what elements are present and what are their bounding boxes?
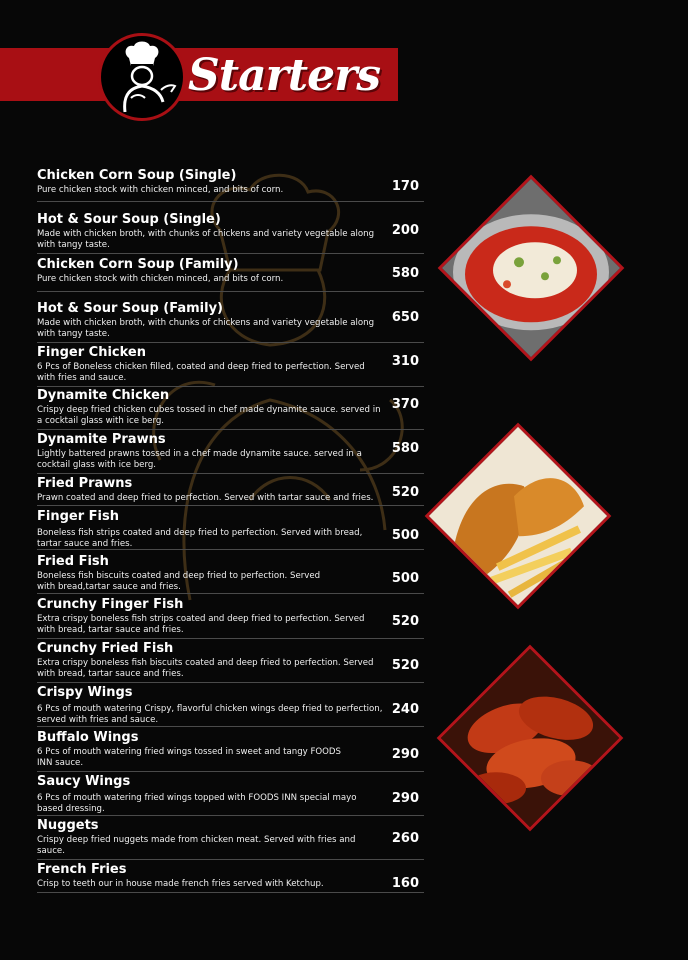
menu-item — [37, 730, 424, 772]
item-description: Pure chicken stock with chicken minced, and bits of corn. — [37, 185, 284, 195]
item-name: Fried Fish — [37, 554, 109, 569]
item-description: Crispy deep fried chicken cubes tossed in chef made dynamite sauce. served in a cocktail glass with ice berg. — [37, 405, 381, 426]
chef-logo-icon — [98, 33, 186, 121]
item-description: Extra crispy boneless fish biscuits coated and deep fried to perfection. Served with bread, tartar sauce and fries. — [37, 658, 374, 679]
item-name: Nuggets — [37, 818, 99, 833]
item-description: Made with chicken broth, with chunks of chickens and variety vegetable along with tangy taste. — [37, 318, 375, 339]
chicken-wings-photo — [437, 645, 624, 832]
menu-item — [37, 257, 424, 292]
item-name: Finger Chicken — [37, 345, 146, 360]
item-name: Crispy Wings — [37, 685, 133, 700]
item-name: Dynamite Prawns — [37, 432, 166, 447]
item-price: 650 — [391, 310, 419, 325]
item-description: 6 Pcs of mouth watering Crispy, flavorful chicken wings deep fried to perfection, served with fries and sauce. — [37, 704, 383, 725]
item-price: 500 — [391, 571, 419, 586]
menu-item — [37, 345, 424, 387]
item-description: Prawn coated and deep fried to perfection. Served with tartar sauce and fries. — [37, 493, 374, 503]
item-name: Hot & Sour Soup (Family) — [37, 301, 223, 316]
menu-item — [37, 774, 424, 816]
menu-item — [37, 476, 424, 506]
fried-fish-photo — [425, 423, 612, 610]
item-description: Extra crispy boneless fish strips coated and deep fried to perfection. Served with bread, tartar sauce and fries. — [37, 614, 365, 635]
item-name: French Fries — [37, 862, 127, 877]
item-name: Crunchy Finger Fish — [37, 597, 184, 612]
menu-item — [37, 685, 424, 727]
menu-item — [37, 212, 424, 254]
item-price: 160 — [391, 876, 419, 891]
item-description: Crispy deep fried nuggets made from chicken meat. Served with fries and sauce. — [37, 835, 356, 856]
item-description: 6 Pcs of mouth watering fried wings topped with FOODS INN special mayo based dressing. — [37, 793, 357, 814]
item-name: Hot & Sour Soup (Single) — [37, 212, 221, 227]
item-name: Finger Fish — [37, 509, 119, 524]
item-price: 260 — [391, 831, 419, 846]
item-name: Saucy Wings — [37, 774, 131, 789]
item-price: 370 — [391, 397, 419, 412]
item-price: 310 — [391, 354, 419, 369]
menu-item — [37, 862, 424, 893]
item-price: 500 — [391, 528, 419, 543]
item-price: 170 — [391, 179, 419, 194]
item-price: 240 — [391, 702, 419, 717]
menu-item — [37, 509, 424, 550]
menu-item — [37, 641, 424, 683]
menu-item — [37, 301, 424, 343]
item-price: 580 — [391, 441, 419, 456]
item-description: Crisp to teeth our in house made french fries served with Ketchup. — [37, 879, 324, 889]
item-name: Crunchy Fried Fish — [37, 641, 174, 656]
page-title: Starters — [188, 50, 381, 101]
menu-item — [37, 818, 424, 860]
item-price: 520 — [391, 614, 419, 629]
item-description: Made with chicken broth, with chunks of chickens and variety vegetable along with tangy taste. — [37, 229, 375, 250]
item-description: Boneless fish strips coated and deep fried to perfection. Served with bread, tartar sauce and fries. — [37, 528, 363, 549]
item-description: Lightly battered prawns tossed in a chef made dynamite sauce. served in a cocktail glass with ice berg. — [37, 449, 362, 470]
menu-item — [37, 388, 424, 430]
item-name: Dynamite Chicken — [37, 388, 170, 403]
menu-item — [37, 597, 424, 639]
menu-item — [37, 432, 424, 474]
item-price: 200 — [391, 223, 419, 238]
item-description: 6 Pcs of mouth watering fried wings tossed in sweet and tangy FOODS INN sauce. — [37, 747, 342, 768]
item-price: 290 — [391, 747, 419, 762]
item-name: Buffalo Wings — [37, 730, 139, 745]
item-price: 580 — [391, 266, 419, 281]
menu-item — [37, 168, 424, 202]
item-name: Chicken Corn Soup (Single) — [37, 168, 237, 183]
soup-photo — [438, 175, 625, 362]
item-price: 520 — [391, 658, 419, 673]
item-name: Chicken Corn Soup (Family) — [37, 257, 239, 272]
item-description: Pure chicken stock with chicken minced, and bits of corn. — [37, 274, 284, 284]
item-price: 520 — [391, 485, 419, 500]
item-description: 6 Pcs of Boneless chicken filled, coated and deep fried to perfection. Served with fries and sauce. — [37, 362, 365, 383]
menu-item — [37, 554, 424, 594]
item-name: Fried Prawns — [37, 476, 133, 491]
item-description: Boneless fish biscuits coated and deep fried to perfection. Served with bread,tartar sauce and fries. — [37, 571, 321, 592]
item-price: 290 — [391, 791, 419, 806]
